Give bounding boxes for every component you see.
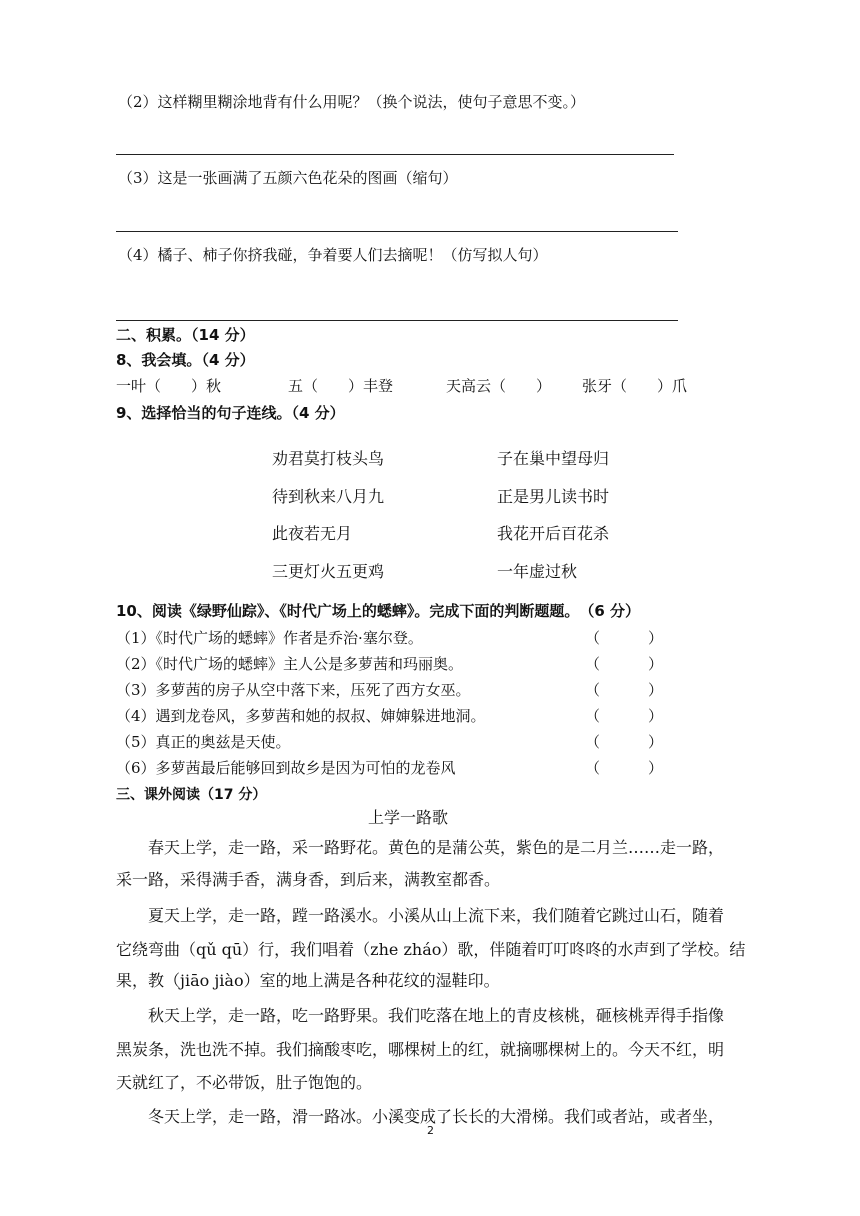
judgement-item-2: （2）《时代广场的蟋蟀》主人公是多萝茜和玛丽奥。: [116, 655, 464, 673]
match-right-2[interactable]: 正是男儿读书时: [497, 487, 610, 506]
match-left-4[interactable]: 三更灯火五更鸡: [272, 562, 385, 581]
match-right-1[interactable]: 子在巢中望母归: [497, 449, 610, 468]
match-right-4[interactable]: 一年虚过秋: [497, 562, 578, 581]
q8-heading: 8、我会填。（4 分）: [116, 351, 255, 369]
page-number: 2: [427, 1124, 434, 1137]
reading-line-4: 它绕弯曲（qǔ qū）行，我们唱着（zhe zháo）歌，伴随着叮叮咚咚的水声到了学校。结: [116, 940, 746, 959]
reading-line-9: 冬天上学，走一路，滑一路冰。小溪变成了长长的大滑梯。我们或者站，或者坐，: [116, 1107, 725, 1126]
section-2-heading: 二、积累。（14 分）: [116, 326, 255, 344]
answer-line[interactable]: [116, 231, 678, 232]
section-3-heading: 三、课外阅读（17 分）: [116, 787, 267, 803]
q7-sentence-2: （2）这样糊里糊涂地背有什么用呢？（换个说法，使句子意思不变。）: [118, 93, 586, 111]
answer-paren-close[interactable]: ）: [648, 629, 664, 647]
judgement-item-3: （3）多萝茜的房子从空中落下来，压死了西方女巫。: [116, 681, 471, 699]
reading-line-3: 夏天上学，走一路，蹚一路溪水。小溪从山上流下来，我们随着它跳过山石，随着: [116, 906, 725, 925]
idiom-fill-1[interactable]: 一叶（ ）秋: [116, 377, 222, 395]
answer-paren-open[interactable]: （: [585, 707, 601, 725]
answer-paren-close[interactable]: ）: [648, 681, 664, 699]
reading-line-6: 秋天上学，走一路，吃一路野果。我们吃落在地上的青皮核桃，砸核桃弄得手指像: [116, 1006, 725, 1025]
judgement-item-4: （4）遇到龙卷风，多萝茜和她的叔叔、婶婶躲进地洞。: [116, 707, 486, 725]
answer-paren-open[interactable]: （: [585, 681, 601, 699]
answer-paren-close[interactable]: ）: [648, 759, 664, 777]
judgement-item-6: （6）多萝茜最后能够回到故乡是因为可怕的龙卷风: [116, 759, 456, 777]
reading-line-7: 黑炭条，洗也洗不掉。我们摘酸枣吃，哪棵树上的红，就摘哪棵树上的。今天不红，明: [116, 1040, 725, 1059]
reading-line-8: 天就红了，不必带饭，肚子饱饱的。: [116, 1073, 373, 1092]
answer-paren-open[interactable]: （: [585, 629, 601, 647]
q7-sentence-4: （4）橘子、柿子你挤我碰，争着要人们去摘呢！（仿写拟人句）: [118, 246, 548, 264]
idiom-fill-3[interactable]: 天高云（ ）: [446, 377, 552, 395]
judgement-item-5: （5）真正的奥兹是天使。: [116, 733, 291, 751]
answer-line[interactable]: [116, 320, 678, 321]
match-left-3[interactable]: 此夜若无月: [272, 524, 353, 543]
q7-sentence-3: （3）这是一张画满了五颜六色花朵的图画（缩句）: [118, 169, 458, 187]
match-left-1[interactable]: 劝君莫打枝头鸟: [272, 449, 385, 468]
q10-heading: 10、阅读《绿野仙踪》、《时代广场上的蟋蟀》。完成下面的判断题题。 （6 分）: [116, 602, 641, 620]
answer-paren-open[interactable]: （: [585, 733, 601, 751]
idiom-fill-4[interactable]: 张牙（ ）爪: [582, 377, 688, 395]
answer-line[interactable]: [116, 154, 674, 155]
match-left-2[interactable]: 待到秋来八月九: [272, 487, 385, 506]
reading-line-2: 采一路，采得满手香，满身香，到后来，满教室都香。: [116, 870, 501, 889]
answer-paren-close[interactable]: ）: [648, 733, 664, 751]
judgement-item-1: （1）《时代广场的蟋蟀》作者是乔治·塞尔登。: [116, 629, 423, 647]
reading-line-1: 春天上学，走一路，采一路野花。黄色的是蒲公英，紫色的是二月兰……走一路，: [116, 838, 725, 857]
answer-paren-open[interactable]: （: [585, 655, 601, 673]
match-right-3[interactable]: 我花开后百花杀: [497, 524, 610, 543]
answer-paren-close[interactable]: ）: [648, 655, 664, 673]
q9-heading: 9、选择恰当的句子连线。（4 分）: [116, 404, 345, 422]
reading-title: 上学一路歌: [368, 808, 449, 827]
answer-paren-close[interactable]: ）: [648, 707, 664, 725]
answer-paren-open[interactable]: （: [585, 759, 601, 777]
reading-line-5: 果，教（jiāo jiào）室的地上满是各种花纹的湿鞋印。: [116, 971, 500, 990]
idiom-fill-2[interactable]: 五（ ）丰登: [288, 377, 394, 395]
